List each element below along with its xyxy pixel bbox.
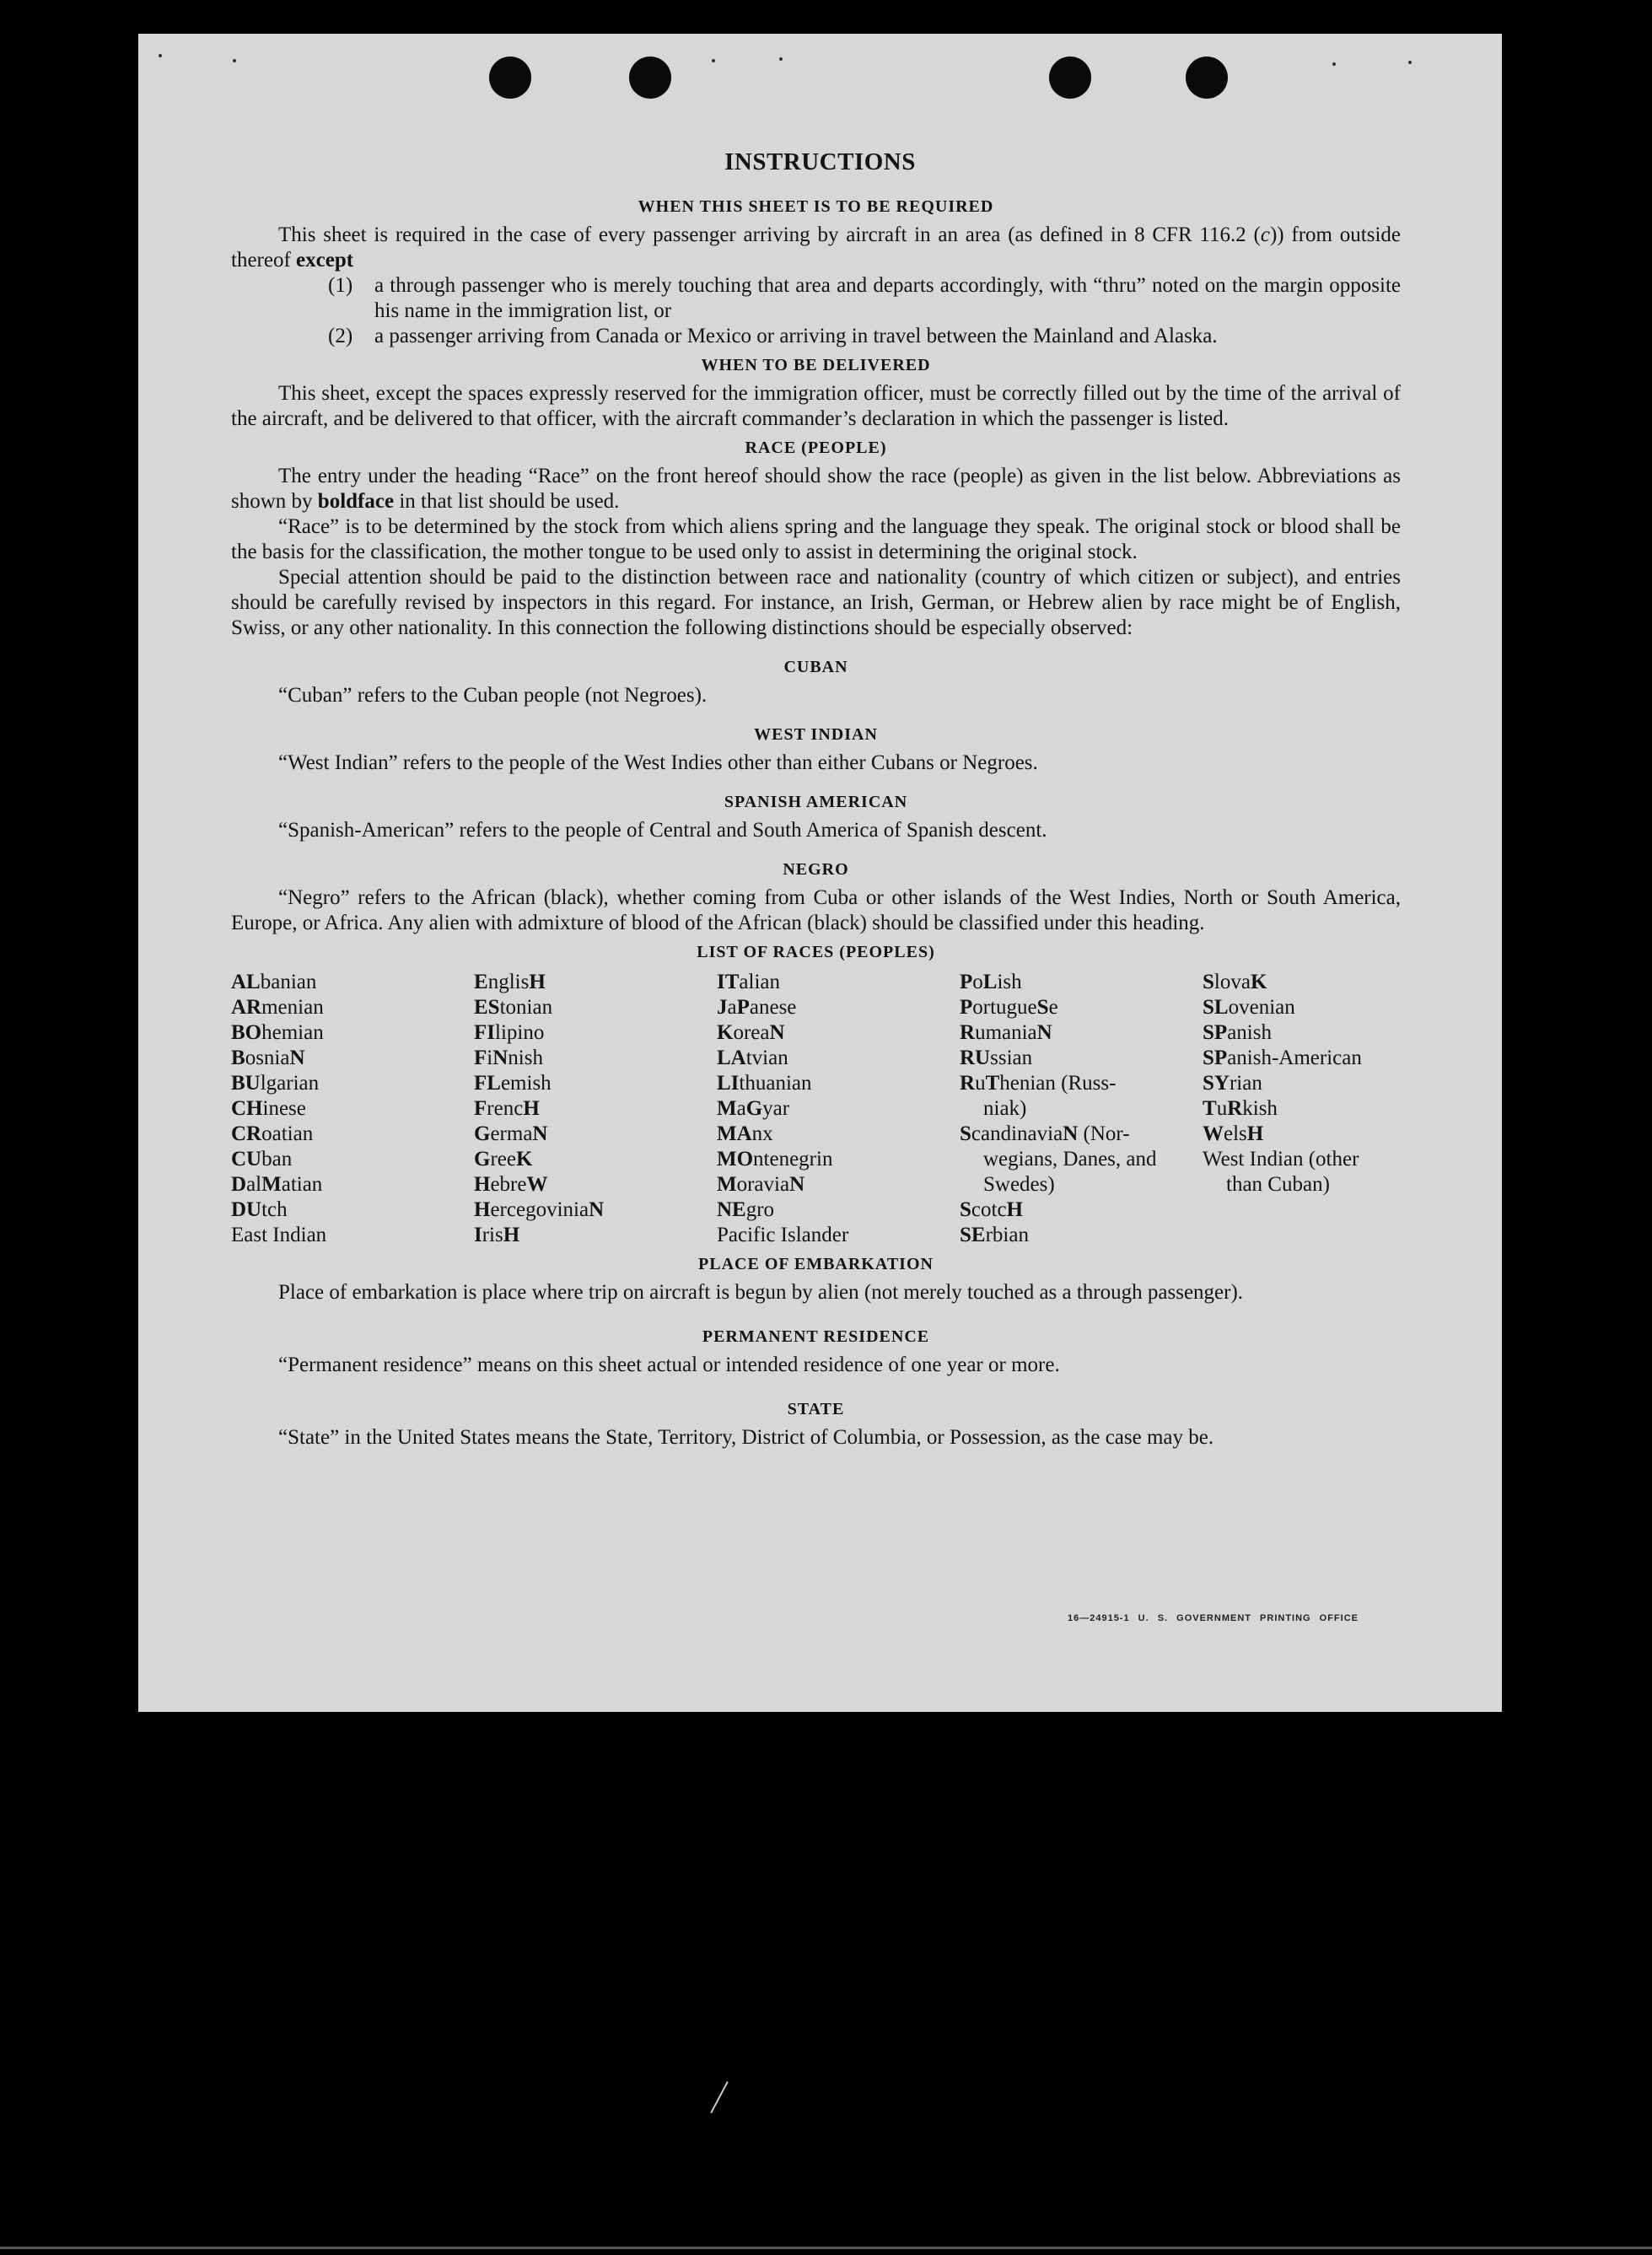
- exception-text: a passenger arriving from Canada or Mexico or arriving in travel between the Mainland and Alaska.: [374, 325, 1218, 347]
- race-abbrev: W: [526, 1173, 548, 1196]
- race-abbrev: S: [960, 1198, 971, 1221]
- race-abbrev: CU: [231, 1148, 262, 1171]
- residence-paragraph: “Permanent residence” means on this sheet actual or intended residence of one year or more.: [278, 1354, 1060, 1376]
- race-text: kish: [1242, 1097, 1278, 1120]
- race-text: ban: [261, 1148, 293, 1171]
- race-text: nx: [751, 1122, 773, 1145]
- west-indian-paragraph: “West Indian” refers to the people of the West Indies other than either Cubans or Negroes.: [278, 751, 1038, 774]
- speck: [1332, 62, 1336, 66]
- section-heading: NEGRO: [783, 860, 849, 879]
- race-abbrev: FL: [474, 1072, 501, 1095]
- race-abbrev: N: [789, 1173, 805, 1196]
- race-entry: [1203, 970, 1422, 995]
- race-entry: [717, 1046, 960, 1071]
- race-abbrev: J: [717, 996, 728, 1019]
- race-text: anish: [1227, 1021, 1272, 1044]
- scan-mark: [710, 2081, 728, 2113]
- race-abbrev: H: [523, 1097, 540, 1120]
- race-abbrev: H: [474, 1173, 491, 1196]
- punch-hole: [1186, 57, 1228, 99]
- race-entry: [1203, 1020, 1422, 1046]
- race-abbrev: LI: [717, 1072, 740, 1095]
- race-abbrev: BU: [231, 1072, 261, 1095]
- race-abbrev: L: [982, 971, 998, 993]
- speck: [1408, 61, 1412, 64]
- race-abbrev: MA: [717, 1122, 752, 1145]
- race-abbrev: ES: [474, 996, 500, 1019]
- race-abbrev: W: [1203, 1122, 1224, 1145]
- race-text: o: [972, 971, 983, 993]
- race-entry: [717, 1147, 960, 1172]
- race-text: ree: [490, 1148, 516, 1171]
- race-text: tvian: [745, 1047, 788, 1069]
- race-abbrev: P: [960, 971, 973, 993]
- race-entry: [1203, 995, 1422, 1020]
- speck: [779, 57, 783, 61]
- race-text: alian: [739, 971, 780, 993]
- punch-hole: [1049, 57, 1091, 99]
- race-abbrev: E: [474, 971, 488, 993]
- section-heading: SPANISH AMERICAN: [724, 793, 908, 811]
- race-entry: [474, 1197, 717, 1223]
- race-column: [1203, 970, 1422, 1248]
- race-entry: [717, 1096, 960, 1122]
- negro-paragraph: “Negro” refers to the African (black), whether coming from Cuba or other islands of the West Indies, North or South America, Europe, or Africa. Any alien with admixture of blood of the African (black) should be classified under this heading.: [231, 886, 1401, 934]
- race-abbrev: P: [960, 996, 973, 1019]
- race-text: oatian: [261, 1122, 314, 1145]
- race-abbrev: R: [1227, 1097, 1243, 1120]
- race-entry: [474, 970, 717, 995]
- race-text: ris: [482, 1224, 503, 1246]
- text-run: except: [296, 249, 354, 272]
- race-abbrev: NE: [717, 1198, 746, 1221]
- race-entry: [717, 995, 960, 1020]
- race-abbrev: M: [717, 1173, 737, 1196]
- race-abbrev: T: [985, 1072, 1000, 1095]
- race-text: tonian: [499, 996, 553, 1019]
- race-abbrev: P: [736, 996, 750, 1019]
- race-entry: [960, 1122, 1203, 1197]
- race-abbrev: AR: [231, 996, 262, 1019]
- race-abbrev: H: [1006, 1198, 1023, 1221]
- race-entry: [231, 1172, 474, 1197]
- race-entry: [474, 1096, 717, 1122]
- race-abbrev: N: [769, 1021, 785, 1044]
- race-text: menian: [261, 996, 324, 1019]
- race-abbrev: G: [745, 1097, 763, 1120]
- state-paragraph: “State” in the United States means the State, Territory, District of Columbia, or Possession, as the case may be.: [278, 1426, 1214, 1449]
- text-run: in that list should be used.: [394, 490, 620, 513]
- race-text: ebre: [490, 1173, 527, 1196]
- race-entry: [1203, 1071, 1422, 1096]
- race-abbrev: K: [515, 1148, 533, 1171]
- race-text: tch: [261, 1198, 288, 1221]
- race-entry: [960, 1020, 1203, 1046]
- speck: [712, 59, 715, 62]
- race-text: u: [975, 1072, 986, 1095]
- race-abbrev: F: [474, 1047, 487, 1069]
- race-text: a: [727, 996, 737, 1019]
- race-entry: [231, 970, 474, 995]
- race-abbrev: BO: [231, 1021, 262, 1044]
- race-entry: [960, 1071, 1203, 1122]
- race-abbrev: M: [261, 1173, 282, 1196]
- race-abbrev: N: [532, 1122, 548, 1145]
- section-heading: LIST OF RACES (PEOPLES): [697, 943, 935, 961]
- race-entry: [1203, 1122, 1422, 1147]
- race-abbrev: T: [1203, 1097, 1217, 1120]
- instructions-body: [231, 191, 1401, 1450]
- race-text: u: [1216, 1097, 1228, 1120]
- race-entry: [960, 1046, 1203, 1071]
- race-abbrev: H: [529, 971, 546, 993]
- race-abbrev: N: [1036, 1021, 1052, 1044]
- race-abbrev: CH: [231, 1097, 263, 1120]
- race-abbrev: SL: [1203, 996, 1229, 1019]
- race-entry: [1203, 1096, 1422, 1122]
- race-text: els: [1224, 1122, 1247, 1145]
- race-abbrev: R: [960, 1072, 976, 1095]
- exception-text: a through passenger who is merely touching that area and departs accordingly, with “thru” noted on the margin opposite his name in the immigration list, or: [374, 274, 1401, 322]
- race-text: lipino: [495, 1021, 545, 1044]
- race-text: lova: [1213, 971, 1251, 993]
- instruction-sheet: [138, 34, 1502, 1712]
- text-run: c: [1260, 223, 1270, 246]
- race-text: West Indian (other: [1203, 1148, 1359, 1171]
- speck: [233, 59, 236, 62]
- race-abbrev: S: [960, 1122, 971, 1145]
- race-entry: [231, 1020, 474, 1046]
- race-entry: [474, 1223, 717, 1248]
- race-text: East Indian: [231, 1224, 327, 1246]
- race-abbrev: I: [474, 1224, 482, 1246]
- race-entry: [717, 1071, 960, 1096]
- text-run: This sheet is required in the case of every passenger arriving by aircraft in an area (as defined in 8 CFR 116.2 (: [278, 223, 1261, 246]
- race-text: umania: [975, 1021, 1037, 1044]
- race-text: anese: [749, 996, 797, 1019]
- race-entry: [717, 1122, 960, 1147]
- section-heading: WHEN THIS SHEET IS TO BE REQUIRED: [638, 197, 994, 216]
- punch-hole: [489, 57, 531, 99]
- punch-hole: [629, 57, 671, 99]
- race-entry: [231, 1096, 474, 1122]
- race-abbrev: M: [717, 1097, 737, 1120]
- race-text: orea: [733, 1021, 770, 1044]
- race-text: atian: [281, 1173, 323, 1196]
- race-abbrev: MO: [717, 1148, 754, 1171]
- race-abbrev: G: [474, 1148, 491, 1171]
- section-heading: STATE: [787, 1400, 845, 1418]
- race-abbrev: R: [960, 1021, 976, 1044]
- page-title: INSTRUCTIONS: [724, 148, 916, 175]
- race-abbrev: N: [289, 1047, 305, 1069]
- race-abbrev: S: [1203, 971, 1214, 993]
- race-text: rbian: [985, 1224, 1029, 1246]
- race-abbrev: SP: [1203, 1021, 1228, 1044]
- race-abbrev: H: [1246, 1122, 1264, 1145]
- race-abbrev: IT: [717, 971, 740, 993]
- race-entry: [717, 1197, 960, 1223]
- race-entry: [474, 1122, 717, 1147]
- cuban-paragraph: “Cuban” refers to the Cuban people (not Negroes).: [278, 684, 708, 707]
- race-text-continued: than Cuban): [1226, 1173, 1330, 1196]
- race-abbrev: SP: [1203, 1047, 1228, 1069]
- race-text: a: [736, 1097, 746, 1120]
- exception-number: (2): [328, 325, 353, 347]
- race-entry: [231, 995, 474, 1020]
- race-text: renc: [487, 1097, 524, 1120]
- scan-edge: [0, 2247, 1652, 2249]
- race-abbrev: K: [717, 1021, 734, 1044]
- embarkation-paragraph: Place of embarkation is place where trip on aircraft is begun by alien (not merely touched as a through passenger).: [278, 1281, 1244, 1304]
- race-abbrev: B: [231, 1047, 245, 1069]
- race-text: henian (Russ-: [999, 1072, 1117, 1095]
- race-text: emish: [500, 1072, 552, 1095]
- race-abbrev: H: [503, 1224, 520, 1246]
- race-text: ercegovinia: [490, 1198, 589, 1221]
- race-text: erma: [490, 1122, 533, 1145]
- section-heading: WHEN TO BE DELIVERED: [701, 356, 931, 374]
- text-run: boldface: [317, 490, 395, 513]
- race-text: ish: [997, 971, 1022, 993]
- race-text: osnia: [245, 1047, 290, 1069]
- race-text: ntenegrin: [753, 1148, 833, 1171]
- race-text: inese: [262, 1097, 306, 1120]
- race-text: ssian: [990, 1047, 1033, 1069]
- race-text: ovenian: [1228, 996, 1295, 1019]
- race-abbrev: LA: [717, 1047, 746, 1069]
- speck: [159, 54, 162, 57]
- race-text: candinavia: [971, 1122, 1063, 1145]
- race-entry: [1203, 1046, 1422, 1071]
- race-text: i: [487, 1047, 493, 1069]
- text-run: The entry under the heading “Race” on the front hereof should show the race (people) as given in the list below. Abbreviations as shown by: [231, 465, 1401, 513]
- race-entry: [231, 1223, 474, 1248]
- delivery-paragraph: This sheet, except the spaces expressly reserved for the immigration officer, must be correctly filled out by the time of the arrival of the aircraft, and be delivered to that officer, with the aircraft commander’s declaration in which the passenger is listed.: [231, 382, 1401, 430]
- race-text: thuanian: [739, 1072, 812, 1095]
- spanish-american-paragraph: “Spanish-American” refers to the people of Central and South America of Spanish descent.: [278, 819, 1047, 842]
- race-abbrev: G: [474, 1122, 491, 1145]
- race-entry: [231, 1046, 474, 1071]
- race-abbrev: RU: [960, 1047, 991, 1069]
- race-text: gro: [745, 1198, 775, 1221]
- section-heading: RACE (PEOPLE): [745, 439, 887, 457]
- race-abbrev: K: [1250, 971, 1267, 993]
- exception-item: [231, 273, 1401, 324]
- race-entry: [474, 995, 717, 1020]
- race-text-continued: niak): [983, 1097, 1027, 1120]
- race-text: oravia: [736, 1173, 790, 1196]
- race-entry: [474, 1046, 717, 1071]
- race-entry: [474, 1172, 717, 1197]
- race-text: al: [246, 1173, 262, 1196]
- text-run: )) from outside thereof: [231, 223, 1402, 272]
- race-abbrev: SY: [1203, 1072, 1230, 1095]
- race-column: [474, 970, 717, 1248]
- race-abbrev: H: [474, 1198, 491, 1221]
- race-abbrev: D: [231, 1173, 247, 1196]
- race-text: (Nor-: [1078, 1122, 1130, 1145]
- exception-number: (1): [328, 274, 353, 297]
- required-paragraph: [231, 223, 1401, 273]
- race-entry: [231, 1071, 474, 1096]
- race-text: banian: [260, 971, 317, 993]
- race-abbrev: CR: [231, 1122, 262, 1145]
- race-abbrev: SE: [960, 1224, 986, 1246]
- section-heading: PLACE OF EMBARKATION: [698, 1255, 934, 1273]
- race-entry: [474, 1147, 717, 1172]
- race-paragraph: Special attention should be paid to the distinction between race and nationality (country of which citizen or subject), and entries should be carefully revised by inspectors in this regard. For instance, an Irish, German, or Hebrew alien by race might be of English, Swiss, or any other nationality. In this connection the following distinctions should be especially observed:: [231, 566, 1401, 639]
- race-entry: [717, 970, 960, 995]
- race-abbrev: DU: [231, 1198, 262, 1221]
- section-heading: PERMANENT RESIDENCE: [702, 1327, 930, 1346]
- race-entry: [960, 970, 1203, 995]
- race-entry: [960, 995, 1203, 1020]
- race-entry: [960, 1197, 1203, 1223]
- race-text: yar: [762, 1097, 790, 1120]
- race-text: anish-American: [1227, 1047, 1362, 1069]
- race-abbrev: FI: [474, 1021, 495, 1044]
- race-abbrev: F: [474, 1097, 487, 1120]
- race-entry: [717, 1020, 960, 1046]
- race-entry: [231, 1122, 474, 1147]
- race-column: [717, 970, 960, 1248]
- race-text: cotc: [971, 1198, 1007, 1221]
- race-abbrev: N: [589, 1198, 605, 1221]
- race-entry: [231, 1147, 474, 1172]
- race-text-continued: wegians, Danes, and Swedes): [983, 1148, 1157, 1196]
- exception-item: [231, 324, 1401, 349]
- race-abbrev: S: [1036, 996, 1049, 1019]
- race-list: [231, 970, 1401, 1248]
- race-paragraph: “Race” is to be determined by the stock from which aliens spring and the language they speak. The original stock or blood shall be the basis for the classification, the mother tongue to be used only to assist in determining the original stock.: [231, 515, 1401, 563]
- race-paragraph: [231, 464, 1401, 514]
- race-entry: [717, 1223, 960, 1248]
- race-abbrev: N: [492, 1047, 509, 1069]
- race-abbrev: AL: [231, 971, 261, 993]
- race-text: hemian: [261, 1021, 324, 1044]
- race-text: Pacific Islander: [717, 1224, 849, 1246]
- section-heading: WEST INDIAN: [754, 725, 878, 744]
- print-code: 16—24915-1 U. S. GOVERNMENT PRINTING OFFICE: [1067, 1613, 1359, 1623]
- race-entry: [717, 1172, 960, 1197]
- section-heading: CUBAN: [783, 658, 848, 676]
- race-column: [960, 970, 1203, 1248]
- race-text: lgarian: [260, 1072, 320, 1095]
- race-column: [231, 970, 474, 1248]
- race-text: nish: [508, 1047, 543, 1069]
- race-entry: [1203, 1147, 1422, 1197]
- race-abbrev: N: [1063, 1122, 1079, 1145]
- race-entry: [231, 1197, 474, 1223]
- race-text: rian: [1229, 1072, 1262, 1095]
- race-text: ortugue: [972, 996, 1037, 1019]
- race-entry: [474, 1020, 717, 1046]
- race-text: nglis: [487, 971, 530, 993]
- race-entry: [960, 1223, 1203, 1248]
- race-entry: [474, 1071, 717, 1096]
- race-text: e: [1048, 996, 1058, 1019]
